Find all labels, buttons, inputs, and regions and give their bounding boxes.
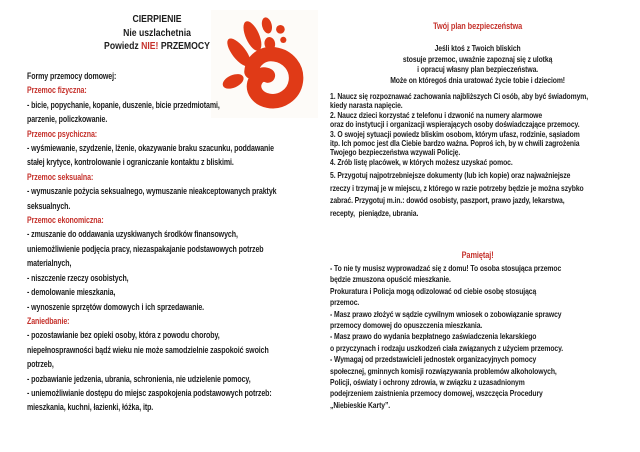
text-line: stałej krytyce, kontrolowanie i ograniczanie kontaktu z bliskimi. (27, 157, 234, 168)
text-line: będzie zmuszona opuścić mieszkanie. (330, 274, 451, 285)
safety-plan-section (330, 0, 625, 452)
remember-title: Pamiętaj! (461, 250, 494, 260)
text-line: - wymuszanie pożycia seksualnego, wymuszanie nieakceptowanych praktyk (27, 186, 277, 197)
text-line: oraz do instytucji i organizacji wspierających osoby doświadczające przemocy. (330, 119, 580, 130)
text-line: społecznej, gminnych komisji rozwiązywania problemów alkoholowych, (330, 365, 557, 376)
text-line: - bicie, popychanie, kopanie, duszenie, bicie przedmiotami, (27, 99, 220, 110)
text-line: - niszczenie rzeczy osobistych, (27, 272, 129, 283)
say-no-highlight: NIE! (141, 41, 159, 52)
section-heading: Przemoc ekonomiczna: (27, 215, 104, 226)
say-no-suffix: PRZEMOCY (158, 41, 210, 52)
text-line: niepełnosprawności bądź wieku nie może samodzielnie zaspokoić swoich (27, 344, 269, 355)
text-line: zabrać. Przygotuj m.in.: dowód osobisty, paszport, prawo jazdy, lekarstwa, (330, 195, 565, 206)
forms-of-violence-section (27, 69, 312, 415)
text-line: Twojego bezpieczeństwa wzywali Policję. (330, 147, 461, 158)
text-line: 5. Przygotuj najpotrzebniejsze dokumenty (lub ich kopie) oraz najważniejsze (330, 170, 571, 180)
text-line: potrzeb, (27, 359, 54, 370)
text-line: stosuje przemoc, uważnie zapoznaj się z ulotką (402, 53, 553, 64)
header-line-suffering: CIERPIENIE (132, 14, 182, 25)
text-line: Prokuratura i Policja mogą odizolować od ciebie osobę stosującą (330, 285, 537, 296)
section-heading: Przemoc psychiczna: (27, 128, 98, 139)
text-line: itp. Ich pomoc jest dla Ciebie bardzo ważna. Poproś ich, by w chwili zagrożenia (330, 138, 580, 149)
text-line: materialnych, (27, 258, 72, 269)
safety-plan-steps-1-4 (330, 92, 625, 167)
text-line: - wynoszenie sprzętów domowych i ich sprzedawanie. (27, 301, 205, 312)
text-line: 2. Naucz dzieci korzystać z telefonu i dzwonić na numery alarmowe (330, 109, 543, 120)
text-line: Jeśli ktoś z Twoich bliskich (434, 43, 521, 53)
text-line: - demolowanie mieszkania, (27, 287, 116, 298)
text-line: - To nie ty musisz wyprowadzać się z domu! To osoba stosująca przemoc (330, 263, 562, 273)
text-line: - wyśmiewanie, szydzenie, lżenie, okazywanie braku szacunku, poddawanie (27, 143, 274, 154)
text-line: „Niebieskie Karty”. (330, 399, 391, 410)
text-line: o przyczynach i rodzaju uszkodzeń ciała związanych z użyciem przemocy. (330, 342, 564, 353)
text-line: - Wymagaj od przedstawicieli jednostek organizacyjnych pomocy (330, 354, 537, 365)
text-line: 1. Naucz się rozpoznawać zachowania najbliższych Ci osób, aby być świadomym, (330, 91, 589, 101)
text-line: - pozostawianie bez opieki osoby, która z powodu choroby, (27, 330, 220, 341)
section-heading: Przemoc seksualna: (27, 171, 94, 182)
forms-intro: Formy przemocy domowej: (27, 71, 117, 81)
section-heading: Przemoc fizyczna: (27, 85, 87, 96)
text-line: - Masz prawo złożyć w sądzie cywilnym wniosek o zobowiązanie sprawcy (330, 308, 562, 319)
safety-plan-intro (330, 43, 625, 86)
text-line: 3. O swojej sytuacji powiedz bliskim osobom, którym ufasz, rodzinie, sąsiadom (330, 128, 580, 139)
text-line: parzenie, policzkowanie. (27, 114, 108, 125)
text-line: przemocy domowej do opuszczenia mieszkania. (330, 320, 483, 331)
say-no-prefix: Powiedz (104, 41, 142, 52)
text-line: Może on któregoś dnia uratować życie tobie i dzieciom! (390, 75, 565, 86)
safety-plan-step-5 (330, 169, 625, 220)
remember-list (330, 263, 625, 411)
text-line: - zmuszanie do oddawania uzyskiwanych środków finansowych, (27, 229, 238, 240)
text-line: rzeczy i trzymaj je w miejscu, z którego w razie potrzeby będzie je można szybko (330, 182, 584, 193)
text-line: seksualnych. (27, 200, 71, 211)
safety-plan-title: Twój plan bezpieczeństwa (433, 21, 523, 31)
text-line: mieszkania, kuchni, łazienki, łóżka, itp. (27, 402, 154, 413)
text-line: uniemożliwienie podjęcia pracy, niezaspakajanie podstawowych potrzeb (27, 243, 264, 254)
text-line: przemoc. (330, 297, 360, 308)
header-line-subtitle: Nie uszlachetnia (123, 27, 191, 39)
text-line: - uniemożliwianie dostępu do miejsc zaspokojenia podstawowych potrzeb: (27, 387, 272, 398)
text-line: Policji, oświaty i ochrony zdrowia, w związku z uzasadnionym (330, 377, 525, 388)
text-line: kiedy narasta napięcie. (330, 100, 403, 111)
text-line: i opracuj własny plan bezpieczeństwa. (417, 64, 539, 75)
text-line: podejrzeniem zaistnienia przemocy domowej, wszczęcia Procedury (330, 388, 543, 399)
section-heading: Zaniedbanie: (27, 315, 70, 326)
text-line: - pozbawianie jedzenia, ubrania, schronienia, nie udzielenie pomocy, (27, 373, 251, 384)
text-line: - Masz prawo do wydania bezpłatnego zaświadczenia lekarskiego (330, 331, 537, 342)
violence-sections (27, 83, 312, 414)
text-line: 4. Zrób listę placówek, w których możesz uzyskać pomoc. (330, 156, 513, 167)
text-line: recepty, pieniądze, ubrania. (330, 208, 419, 219)
